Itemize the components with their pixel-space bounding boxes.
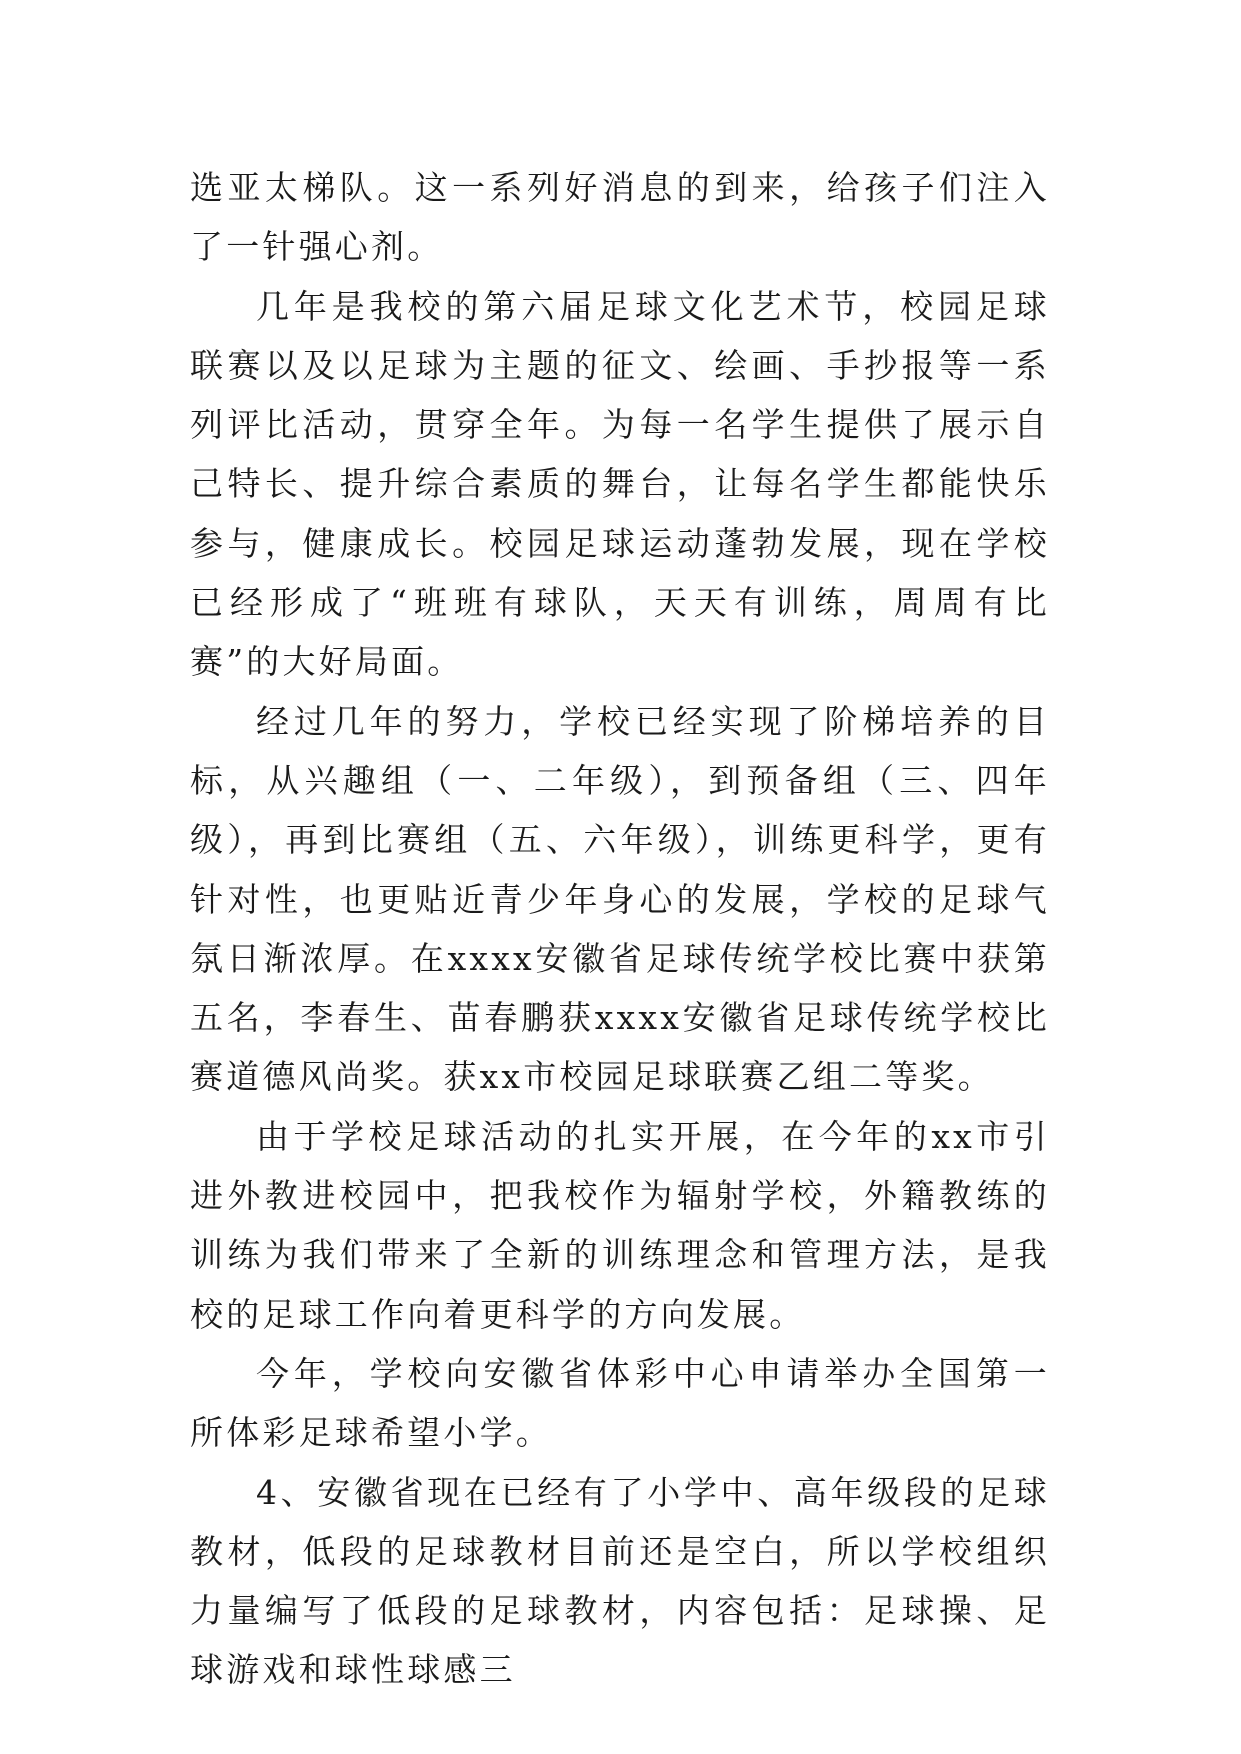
paragraph-2: 几年是我校的第六届足球文化艺术节，校园足球联赛以及以足球为主题的征文、绘画、手抄报等一系列评比活动，贯穿全年。为每一名学生提供了展示自己特长、提升综合素质的舞台，让每名学生都能快乐参与，健康成长。校园足球运动蓬勃发展，现在学校已经形成了“班班有球队，天天有训练，周周有比赛”的大好局面。 — [190, 286, 1050, 682]
paragraph-6: 4、安徽省现在已经有了小学中、高年级段的足球教材，低段的足球教材目前还是空白，所以学校组织力量编写了低段的足球教材，内容包括：足球操、足球游戏和球性球感三 — [190, 1472, 1050, 1690]
paragraph-4: 由于学校足球活动的扎实开展，在今年的xx市引进外教进校园中，把我校作为辐射学校，外籍教练的训练为我们带来了全新的训练理念和管理方法，是我校的足球工作向着更科学的方向发展。 — [190, 1116, 1050, 1334]
paragraph-3: 经过几年的努力，学校已经实现了阶梯培养的目标，从兴趣组（一、二年级），到预备组（三、四年级），再到比赛组（五、六年级），训练更科学，更有针对性，也更贴近青少年身心的发展，学校的足球气氛日渐浓厚。在xxxx安徽省足球传统学校比赛中获第五名，李春生、苗春鹏获xxxx安徽省足球传统学校比赛道德风尚奖。获xx市校园足球联赛乙组二等奖。 — [190, 701, 1050, 1097]
body-text — [190, 158, 1050, 1700]
paragraph-5: 今年，学校向安徽省体彩中心申请举办全国第一所体彩足球希望小学。 — [190, 1353, 1050, 1453]
paragraph-1: 选亚太梯队。这一系列好消息的到来，给孩子们注入了一针强心剂。 — [190, 168, 1050, 267]
